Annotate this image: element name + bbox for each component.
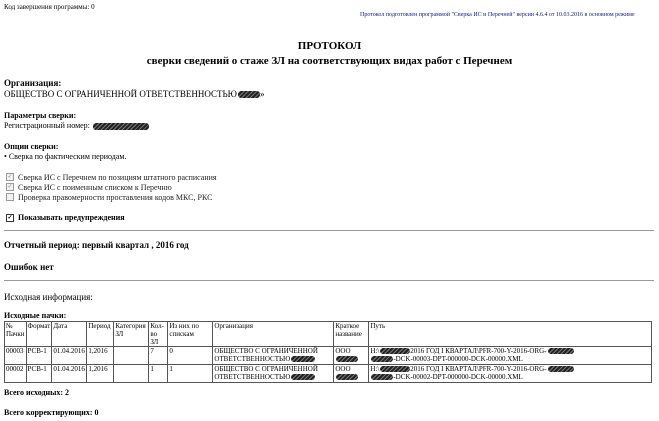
divider bbox=[4, 230, 654, 231]
redacted-mark bbox=[336, 356, 358, 362]
cell-org-text: ОБЩЕСТВО С ОГРАНИЧЕННОЙ ОТВЕТСТВЕННОСТЬЮ bbox=[214, 365, 318, 381]
table-row bbox=[5, 347, 652, 365]
cell-category bbox=[114, 347, 149, 365]
redacted-mark bbox=[380, 366, 410, 372]
col-header: Краткое название bbox=[334, 322, 369, 347]
cell-short bbox=[334, 365, 369, 383]
source-title: Исходная информация: bbox=[4, 292, 93, 302]
cell-format: РСВ-1 bbox=[26, 365, 52, 383]
redacted-mark bbox=[548, 366, 574, 372]
cell-period: 1,2016 bbox=[87, 365, 114, 383]
total-corrective: Всего корректирующих: 0 bbox=[4, 408, 99, 417]
cell-short bbox=[334, 347, 369, 365]
option-check-2 bbox=[6, 182, 217, 192]
cell-short-text: ООО bbox=[335, 365, 351, 373]
cell-num: 00003 bbox=[5, 347, 27, 365]
redacted-mark bbox=[380, 348, 410, 354]
cell-listed: 1 bbox=[168, 365, 213, 383]
col-header: Кол-во ЗЛ bbox=[149, 322, 168, 347]
redacted-mark bbox=[371, 356, 393, 362]
redacted-mark bbox=[238, 91, 260, 98]
organization-label: Организация: bbox=[4, 78, 62, 88]
checkbox-icon[interactable] bbox=[6, 193, 14, 201]
cell-listed: 0 bbox=[168, 347, 213, 365]
params-label: Параметры сверки: bbox=[4, 111, 77, 120]
redacted-mark bbox=[548, 348, 574, 354]
col-header: Из них по спискам bbox=[168, 322, 213, 347]
cell-date: 01.04.2016 bbox=[52, 365, 87, 383]
option-check-label: Сверка ИС с поименным списком к Перечню bbox=[18, 182, 172, 192]
redacted-mark bbox=[371, 374, 393, 380]
checkbox-icon[interactable]: ✓ bbox=[7, 214, 13, 221]
cell-format: РСВ-1 bbox=[26, 347, 52, 365]
options-checklist bbox=[6, 172, 217, 202]
option-bullet-text: Сверка по фактическим периодам. bbox=[8, 152, 127, 161]
page-subtitle: сверки сведений о стаже ЗЛ на соответствующих видах работ с Перечнем bbox=[146, 55, 513, 67]
col-header: № Пачки bbox=[5, 322, 27, 347]
cell-date: 01.04.2016 bbox=[52, 347, 87, 365]
cell-org bbox=[213, 365, 334, 383]
option-check-1 bbox=[6, 172, 217, 182]
cell-num: 00002 bbox=[5, 365, 27, 383]
cell-org-text: ОБЩЕСТВО С ОГРАНИЧЕННОЙ ОТВЕТСТВЕННОСТЬЮ bbox=[214, 347, 318, 363]
cell-category bbox=[114, 365, 149, 383]
cell-path-mid: 2016 ГОД I КВАРТАЛ\PFR-700-Y-2016-ORG- bbox=[410, 365, 547, 373]
reg-number-label: Регистрационный номер: bbox=[4, 121, 90, 130]
col-header: Период bbox=[87, 322, 114, 347]
cell-period: 1,2016 bbox=[87, 347, 114, 365]
cell-count: 1 bbox=[149, 365, 168, 383]
col-header: Путь bbox=[369, 322, 652, 347]
redacted-mark bbox=[291, 356, 315, 362]
show-warnings-label: Показывать предупреждения bbox=[18, 213, 125, 222]
option-check-3 bbox=[6, 192, 217, 202]
table-row bbox=[5, 365, 652, 383]
options-label: Опции сверки: bbox=[4, 142, 59, 151]
program-info-text: Протокол подготовлен программой "Сверка ИС и Перечней" версии 4.6.4 от 10.03.2016 в основном режиме bbox=[360, 12, 635, 18]
table-header-row bbox=[5, 322, 652, 347]
cell-path bbox=[369, 365, 652, 383]
cell-path-file: -DCK-00003-DPT-000000-DCK-00000.XML bbox=[393, 355, 523, 363]
report-period: Отчетный период: первый квартал , 2016 год bbox=[4, 240, 189, 250]
cell-path-file: -DCK-00002-DPT-000000-DCK-00000.XML bbox=[393, 373, 523, 381]
show-warnings bbox=[6, 213, 125, 222]
option-bullet: • Сверка по фактическим периодам. bbox=[4, 152, 127, 161]
source-packs-label: Исходные пачки: bbox=[4, 311, 67, 320]
option-check-label: Сверка ИС с Перечнем по позициям штатного расписания bbox=[18, 172, 217, 182]
col-header: Дата bbox=[52, 322, 87, 347]
redacted-mark bbox=[291, 374, 315, 380]
organization-name bbox=[4, 89, 264, 99]
source-packs-table bbox=[4, 321, 652, 383]
cell-short-text: ООО bbox=[335, 347, 351, 355]
organization-name-text: ОБЩЕСТВО С ОГРАНИЧЕННОЙ ОТВЕТСТВЕННОСТЬЮ bbox=[4, 89, 237, 99]
organization-suffix: » bbox=[259, 89, 265, 99]
cell-path-mid: 2016 ГОД I КВАРТАЛ\PFR-700-Y-2016-ORG- bbox=[410, 347, 547, 355]
redacted-mark bbox=[93, 123, 149, 130]
checkbox-icon[interactable]: ✓ bbox=[7, 174, 13, 180]
cell-path-prefix: Н:\ bbox=[370, 347, 380, 355]
redacted-mark bbox=[336, 374, 358, 380]
cell-org bbox=[213, 347, 334, 365]
cell-count: 7 bbox=[149, 347, 168, 365]
exit-code-text: Код завершения программы: 0 bbox=[4, 3, 95, 11]
col-header: Категория ЗЛ bbox=[114, 322, 149, 347]
divider bbox=[4, 280, 654, 281]
col-header: Формат bbox=[26, 322, 52, 347]
checkbox-icon[interactable]: ✓ bbox=[7, 184, 13, 190]
option-check-label: Проверка правомерности проставления кодов МКС, РКС bbox=[18, 192, 213, 202]
reg-number bbox=[4, 121, 149, 130]
cell-path-prefix: Н:\ bbox=[370, 365, 380, 373]
show-warnings-line bbox=[6, 213, 125, 222]
total-source: Всего исходных: 2 bbox=[4, 388, 70, 397]
cell-path bbox=[369, 347, 652, 365]
errors-status: Ошибок нет bbox=[4, 262, 54, 272]
col-header: Организация bbox=[213, 322, 334, 347]
page-title: ПРОТОКОЛ bbox=[297, 40, 362, 52]
